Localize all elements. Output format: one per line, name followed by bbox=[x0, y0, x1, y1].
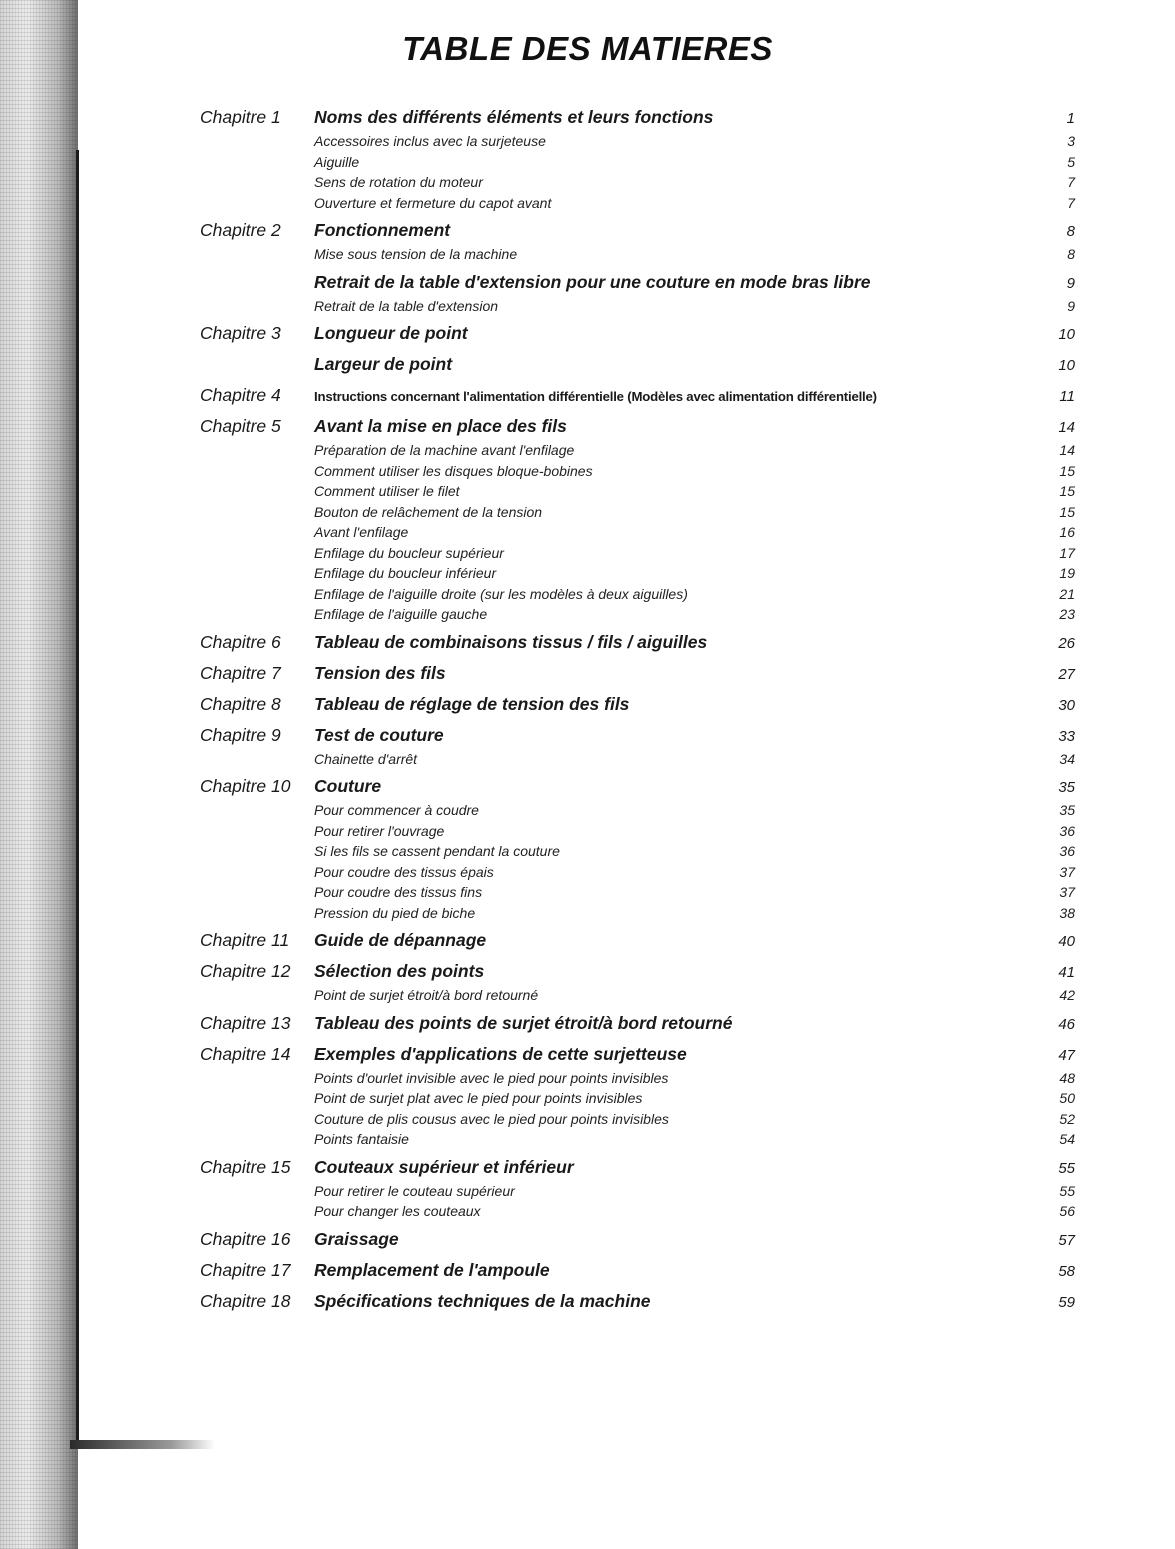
entry-title: Pour commencer à coudre bbox=[314, 802, 479, 818]
chapter-number: Chapitre 15 bbox=[200, 1156, 291, 1177]
entry-title: Instructions concernant l'alimentation différentielle (Modèles avec alimentation différentielle) bbox=[314, 389, 877, 404]
chapter-number: Chapitre 12 bbox=[200, 961, 291, 981]
subsection-row[interactable] bbox=[200, 1181, 1075, 1202]
page-number: 33 bbox=[1058, 727, 1075, 745]
chapter-row[interactable] bbox=[200, 1011, 1075, 1037]
page-number: 58 bbox=[1058, 1262, 1075, 1280]
dot-leader bbox=[670, 1072, 1043, 1083]
dot-leader bbox=[734, 1018, 1043, 1029]
chapter-row[interactable] bbox=[200, 1155, 1075, 1181]
dot-leader bbox=[419, 753, 1043, 764]
dot-leader bbox=[562, 845, 1043, 856]
entry-title: Couture bbox=[314, 776, 382, 796]
chapter-number: Chapitre 10 bbox=[200, 776, 291, 796]
page-number: 56 bbox=[1059, 1203, 1075, 1219]
chapter-number: Chapitre 1 bbox=[200, 107, 281, 127]
chapter-row[interactable] bbox=[200, 383, 1075, 409]
page-number: 16 bbox=[1059, 524, 1075, 540]
chapter-row[interactable] bbox=[200, 692, 1075, 718]
page-number: 55 bbox=[1059, 1182, 1075, 1199]
dot-leader bbox=[671, 1113, 1043, 1124]
page-number: 36 bbox=[1059, 843, 1075, 859]
page-number: 7 bbox=[1067, 194, 1075, 211]
chapter-number: Chapitre 6 bbox=[200, 631, 281, 652]
page-number: 8 bbox=[1066, 223, 1075, 240]
subsection-row[interactable] bbox=[200, 522, 1075, 543]
dot-leader bbox=[401, 1234, 1043, 1245]
dot-leader bbox=[462, 485, 1044, 496]
chapter-row[interactable] bbox=[200, 1227, 1075, 1253]
page-number: 46 bbox=[1058, 1015, 1075, 1033]
entry-title: Point de surjet plat avec le pied pour points invisibles bbox=[314, 1090, 643, 1106]
subsection-row[interactable] bbox=[200, 193, 1075, 214]
entry-title: Enfilage de l'aiguille gauche bbox=[314, 606, 488, 622]
subsection-row[interactable] bbox=[200, 502, 1075, 523]
dot-leader bbox=[498, 567, 1043, 578]
dot-leader bbox=[552, 1265, 1043, 1276]
page-number: 27 bbox=[1058, 665, 1075, 683]
page-number: 10 bbox=[1058, 357, 1075, 374]
chapter-number: Chapitre 7 bbox=[200, 662, 281, 683]
entry-title: Enfilage de l'aiguille droite (sur les modèles à deux aiguilles) bbox=[314, 585, 688, 602]
page-number: 47 bbox=[1058, 1046, 1075, 1064]
subsection-row[interactable] bbox=[200, 985, 1075, 1006]
subsection-row[interactable] bbox=[200, 821, 1075, 842]
page-number: 55 bbox=[1058, 1159, 1075, 1177]
dot-leader bbox=[446, 730, 1043, 741]
dot-leader bbox=[689, 1049, 1043, 1060]
dot-leader bbox=[489, 608, 1043, 619]
dot-leader bbox=[411, 1133, 1043, 1144]
page-number: 1 bbox=[1066, 110, 1075, 127]
chapter-row[interactable] bbox=[200, 321, 1075, 347]
subsection-row[interactable] bbox=[200, 543, 1075, 564]
page-number: 50 bbox=[1059, 1090, 1075, 1106]
subsection-row[interactable] bbox=[200, 172, 1075, 193]
entry-title: Ouverture et fermeture du capot avant bbox=[314, 194, 552, 211]
subsection-row[interactable] bbox=[200, 440, 1075, 461]
dot-leader bbox=[483, 1205, 1043, 1216]
chapter-row[interactable] bbox=[200, 105, 1075, 131]
subsection-row[interactable] bbox=[200, 841, 1075, 862]
chapter-row[interactable] bbox=[200, 661, 1075, 687]
section-row[interactable] bbox=[200, 270, 1075, 296]
subsection-row[interactable] bbox=[200, 131, 1075, 152]
dot-leader bbox=[470, 328, 1043, 339]
subsection-row[interactable] bbox=[200, 1068, 1075, 1089]
entry-title: Test de couture bbox=[314, 724, 444, 745]
entry-title: Points d'ourlet invisible avec le pied pour points invisibles bbox=[314, 1069, 669, 1086]
entry-title: Enfilage du boucleur inférieur bbox=[314, 565, 497, 581]
entry-title: Enfilage du boucleur supérieur bbox=[314, 544, 504, 561]
chapter-row[interactable] bbox=[200, 959, 1075, 985]
entry-title: Avant la mise en place des fils bbox=[314, 416, 567, 436]
chapter-number: Chapitre 11 bbox=[200, 930, 290, 950]
chapter-number: Chapitre 17 bbox=[200, 1259, 291, 1280]
chapter-row[interactable] bbox=[200, 1289, 1075, 1315]
chapter-number: Chapitre 3 bbox=[200, 323, 281, 343]
chapter-number: Chapitre 14 bbox=[200, 1043, 291, 1064]
table-of-contents bbox=[200, 100, 1075, 1315]
page-number: 42 bbox=[1059, 987, 1075, 1003]
entry-title: Pour changer les couteaux bbox=[314, 1203, 481, 1219]
entry-title: Tableau de réglage de tension des fils bbox=[314, 693, 630, 714]
entry-title: Comment utiliser le filet bbox=[314, 483, 460, 499]
entry-title: Points fantaisie bbox=[314, 1131, 409, 1147]
page-number: 5 bbox=[1067, 153, 1075, 170]
subsection-row[interactable] bbox=[200, 563, 1075, 584]
chapter-number: Chapitre 5 bbox=[200, 416, 281, 436]
dot-leader bbox=[690, 588, 1043, 599]
subsection-row[interactable] bbox=[200, 1109, 1075, 1130]
entry-title: Tableau des points de surjet étroit/à bord retourné bbox=[314, 1012, 733, 1033]
subsection-row[interactable] bbox=[200, 1129, 1075, 1150]
chapter-row[interactable] bbox=[200, 1042, 1075, 1068]
dot-leader bbox=[410, 526, 1043, 537]
entry-title: Tableau de combinaisons tissus / fils / aiguilles bbox=[314, 631, 708, 652]
dot-leader bbox=[496, 866, 1043, 877]
subsection-row[interactable] bbox=[200, 152, 1075, 173]
page-number: 7 bbox=[1067, 174, 1075, 190]
chapter-number: Chapitre 18 bbox=[200, 1290, 291, 1311]
page-number: 14 bbox=[1058, 419, 1075, 436]
page-number: 9 bbox=[1066, 274, 1075, 292]
page-number: 9 bbox=[1067, 297, 1075, 314]
entry-title: Avant l'enfilage bbox=[314, 524, 409, 540]
dot-leader bbox=[477, 907, 1043, 918]
page-title: TABLE DES MATIERES bbox=[402, 30, 773, 67]
subsection-row[interactable] bbox=[200, 296, 1075, 317]
subsection-row[interactable] bbox=[200, 882, 1075, 903]
entry-title: Aiguille bbox=[314, 153, 360, 170]
subsection-row[interactable] bbox=[200, 584, 1075, 605]
entry-title: Comment utiliser les disques bloque-bobines bbox=[314, 462, 593, 479]
subsection-row[interactable] bbox=[200, 862, 1075, 883]
entry-title: Noms des différents éléments et leurs fonctions bbox=[314, 107, 714, 127]
dot-leader bbox=[486, 966, 1043, 977]
entry-title: Sens de rotation du moteur bbox=[314, 174, 483, 190]
entry-title: Si les fils se cassent pendant la couture bbox=[314, 843, 560, 859]
chapter-number: Chapitre 9 bbox=[200, 724, 281, 745]
subsection-row[interactable] bbox=[200, 481, 1075, 502]
entry-title: Spécifications techniques de la machine bbox=[314, 1290, 651, 1311]
page-number: 11 bbox=[1059, 388, 1075, 405]
entry-title: Pour retirer le couteau supérieur bbox=[314, 1182, 515, 1199]
chapter-number: Chapitre 13 bbox=[200, 1012, 291, 1033]
entry-title: Pour retirer l'ouvrage bbox=[314, 822, 445, 839]
dot-leader bbox=[506, 547, 1043, 558]
entry-title: Pour coudre des tissus épais bbox=[314, 863, 494, 880]
page-number: 10 bbox=[1058, 326, 1075, 343]
entry-title: Retrait de la table d'extension pour une couture en mode bras libre bbox=[314, 271, 871, 292]
dot-leader bbox=[540, 989, 1043, 1000]
dot-leader bbox=[576, 1162, 1043, 1173]
page-number: 19 bbox=[1059, 565, 1075, 581]
dot-leader bbox=[452, 225, 1043, 236]
page-number: 52 bbox=[1059, 1110, 1075, 1127]
page-number: 59 bbox=[1058, 1293, 1075, 1311]
entry-title: Longueur de point bbox=[314, 323, 468, 343]
entry-title: Largeur de point bbox=[314, 354, 453, 374]
page-number: 8 bbox=[1067, 246, 1075, 262]
entry-title: Chainette d'arrêt bbox=[314, 750, 418, 767]
scan-edge-shadow bbox=[0, 0, 78, 1549]
entry-title: Couteaux supérieur et inférieur bbox=[314, 1156, 574, 1177]
dot-leader bbox=[544, 506, 1043, 517]
page-number: 48 bbox=[1059, 1069, 1075, 1086]
page-number: 15 bbox=[1059, 483, 1075, 499]
dot-leader bbox=[361, 156, 1043, 167]
page-number: 14 bbox=[1059, 442, 1075, 458]
chapter-number: Chapitre 16 bbox=[200, 1228, 291, 1249]
page-number: 15 bbox=[1059, 503, 1075, 520]
subsection-row[interactable] bbox=[200, 1201, 1075, 1222]
dot-leader bbox=[653, 1296, 1044, 1307]
entry-title: Remplacement de l'ampoule bbox=[314, 1259, 550, 1280]
dot-leader bbox=[595, 465, 1043, 476]
dot-leader bbox=[873, 277, 1044, 288]
dot-leader bbox=[553, 197, 1043, 208]
page-number: 38 bbox=[1059, 904, 1075, 921]
entry-title: Tension des fils bbox=[314, 662, 446, 683]
entry-title: Accessoires inclus avec la surjeteuse bbox=[314, 133, 546, 149]
dot-leader bbox=[481, 804, 1043, 815]
dot-leader bbox=[517, 1185, 1043, 1196]
subsection-row[interactable] bbox=[200, 800, 1075, 821]
subsection-row[interactable] bbox=[200, 903, 1075, 924]
page-number: 34 bbox=[1059, 750, 1075, 767]
page-number: 57 bbox=[1058, 1231, 1075, 1249]
dot-leader bbox=[446, 825, 1043, 836]
dot-leader bbox=[485, 176, 1043, 187]
page-number: 40 bbox=[1058, 933, 1075, 950]
page-number: 37 bbox=[1059, 884, 1075, 900]
entry-title: Guide de dépannage bbox=[314, 930, 487, 950]
entry-title: Point de surjet étroit/à bord retourné bbox=[314, 987, 539, 1003]
entry-title: Graissage bbox=[314, 1228, 399, 1249]
page-number: 37 bbox=[1059, 863, 1075, 880]
dot-leader bbox=[631, 699, 1043, 710]
binding-line bbox=[76, 150, 79, 1440]
page-number: 15 bbox=[1059, 462, 1075, 479]
entry-title: Préparation de la machine avant l'enfilage bbox=[314, 442, 575, 458]
page-number: 54 bbox=[1059, 1131, 1075, 1147]
entry-title: Fonctionnement bbox=[314, 220, 451, 240]
subsection-row[interactable] bbox=[200, 461, 1075, 482]
entry-title: Bouton de relâchement de la tension bbox=[314, 503, 543, 520]
chapter-number: Chapitre 4 bbox=[200, 385, 281, 405]
dot-leader bbox=[879, 390, 1043, 401]
dot-leader bbox=[569, 421, 1043, 432]
page-number: 26 bbox=[1058, 634, 1075, 652]
entry-title: Pour coudre des tissus fins bbox=[314, 884, 483, 900]
page-number: 35 bbox=[1059, 802, 1075, 818]
subsection-row[interactable] bbox=[200, 604, 1075, 625]
entry-title: Couture de plis cousus avec le pied pour points invisibles bbox=[314, 1110, 669, 1127]
page-number: 30 bbox=[1058, 696, 1075, 714]
chapter-row[interactable] bbox=[200, 774, 1075, 800]
entry-title: Sélection des points bbox=[314, 961, 485, 981]
chapter-row[interactable] bbox=[200, 414, 1075, 440]
entry-title: Retrait de la table d'extension bbox=[314, 297, 499, 314]
dot-leader bbox=[709, 637, 1043, 648]
dot-leader bbox=[488, 935, 1043, 946]
dot-leader bbox=[548, 135, 1043, 146]
dot-leader bbox=[448, 668, 1043, 679]
scan-smudge bbox=[70, 1440, 215, 1449]
section-row[interactable] bbox=[200, 352, 1075, 378]
subsection-row[interactable] bbox=[200, 749, 1075, 770]
chapter-number: Chapitre 8 bbox=[200, 693, 281, 714]
dot-leader bbox=[454, 359, 1043, 370]
chapter-row[interactable] bbox=[200, 630, 1075, 656]
subsection-row[interactable] bbox=[200, 1088, 1075, 1109]
page-number: 41 bbox=[1058, 964, 1075, 981]
dot-leader bbox=[519, 248, 1043, 259]
chapter-number: Chapitre 2 bbox=[200, 220, 281, 240]
page-number: 3 bbox=[1067, 133, 1075, 149]
dot-leader bbox=[644, 1092, 1043, 1103]
dot-leader bbox=[383, 781, 1043, 792]
chapter-row[interactable] bbox=[200, 1258, 1075, 1284]
dot-leader bbox=[715, 112, 1043, 123]
page-number: 23 bbox=[1059, 606, 1075, 622]
page-number: 17 bbox=[1059, 544, 1075, 561]
page-number: 21 bbox=[1059, 585, 1075, 602]
chapter-row[interactable] bbox=[200, 723, 1075, 749]
entry-title: Pression du pied de biche bbox=[314, 904, 476, 921]
dot-leader bbox=[484, 886, 1043, 897]
subsection-row[interactable] bbox=[200, 244, 1075, 265]
dot-leader bbox=[576, 444, 1043, 455]
entry-title: Mise sous tension de la machine bbox=[314, 246, 518, 262]
entry-title: Exemples d'applications de cette surjetteuse bbox=[314, 1043, 687, 1064]
chapter-row[interactable] bbox=[200, 218, 1075, 244]
page-number: 36 bbox=[1059, 822, 1075, 839]
dot-leader bbox=[500, 300, 1043, 311]
page-number: 35 bbox=[1058, 779, 1075, 796]
chapter-row[interactable] bbox=[200, 928, 1075, 954]
